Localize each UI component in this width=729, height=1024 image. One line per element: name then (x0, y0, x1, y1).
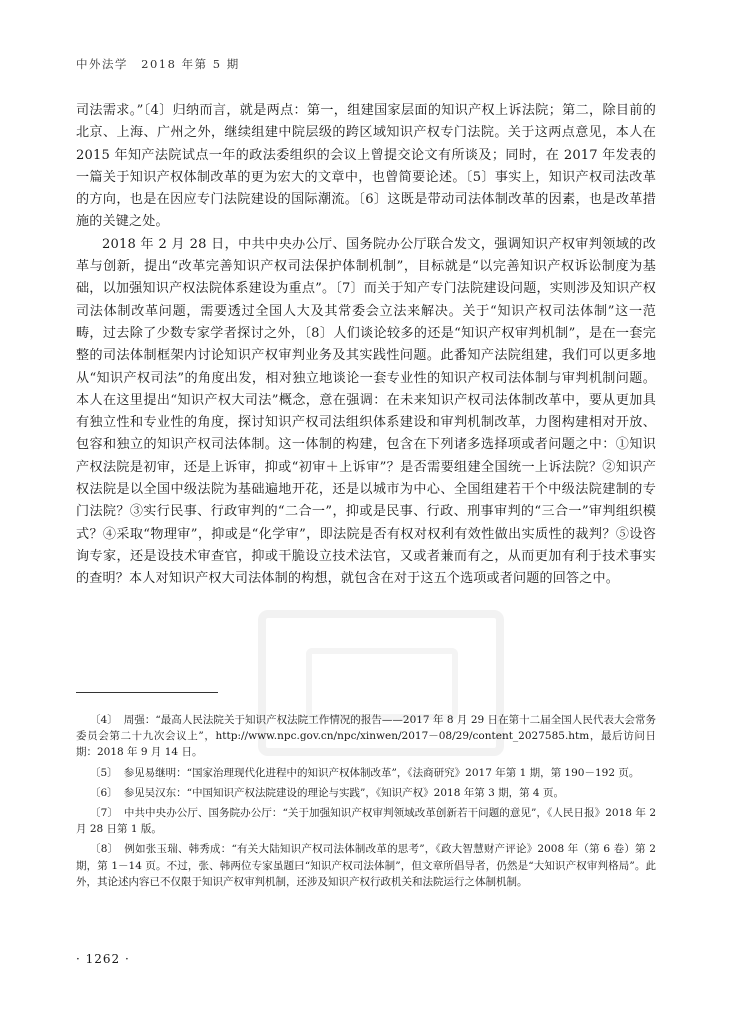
footnote-text: 参见吴汉东：“中国知识产权法院建设的理论与实践”，《知识产权》2018 年第 3 期，第 4 页。 (123, 786, 564, 799)
journal-name: 中外法学 (76, 57, 128, 71)
footnotes (76, 712, 656, 894)
footnote-number: 〔4〕 (90, 714, 118, 726)
footnote-number: 〔8〕 (90, 843, 119, 856)
footnote (76, 841, 656, 890)
footnote (76, 805, 656, 837)
issue-label: 2018 年第 5 期 (141, 57, 240, 71)
main-text (76, 100, 656, 591)
footnote-text: 中共中央办公厅、国务院办公厅：“关于加强知识产权审判领域改革创新若干问题的意见”，《人民日报》2018 年 2 月 28 日第 1 版。 (76, 807, 657, 836)
footnote (76, 785, 656, 801)
footnote-text: 参见易继明：“国家治理现代化进程中的知识产权体制改革”，《法商研究》2017 年第 1 期，第 190－192 页。 (123, 766, 640, 779)
page-number: · 1262 · (76, 952, 130, 966)
paragraph: 2018 年 2 月 28 日，中共中央办公厅、国务院办公厅联合发文，强调知识产权审判领域的改革与创新，提出“改革完善知识产权司法保护体制机制”，目标就是“以完善知识产权诉讼制度为基础，以加强知识产权法院体系建设为重点”。〔7〕而关于知产专门法院建设问题，实则涉及知识产权司法体制改革问题，需要透过全国人大及其常委会立法来解决。关于“知识产权司法体制”这一范畴，过去除了少数专家学者探讨之外，〔8〕人们谈论较多的还是“知识产权审判机制”，是在一套完整的司法体制框架内讨论知识产权审判业务及其实践性问题。此番知产法院组建，我们可以更多地从“知识产权司法”的角度出发，相对独立地谈论一套专业性的知识产权司法体制与审判机制问题。本人在这里提出“知识产权大司法”概念，意在强调：在未来知识产权司法体制改革中，要从更加具有独立性和专业性的角度，探讨知识产权司法组织体系建设和审判机制改革，力图构建相对开放、包容和独立的知识产权司法体制。这一体制的构建，包含在下列诸多选择项或者问题之中：①知识产权法院是初审，还是上诉审，抑或“初审＋上诉审”？是否需要组建全国统一上诉法院？②知识产权法院是以全国中级法院为基础遍地开花，还是以城市为中心、全国组建若干个中级法院建制的专门法院？③实行民事、行政审判的“二合一”，抑或是民事、行政、刑事审判的“三合一”审判组织模式？④采取“物理审”，抑或是“化学审”，即法院是否有权对权利有效性做出实质性的裁判？⑤设咨询专家，还是设技术审查官，抑或干脆设立技术法官，又或者兼而有之，从而更加有利于技术事实的查明？本人对知识产权大司法体制的构想，就包含在对于这五个选项或者问题的回答之中。 (76, 236, 656, 587)
footnote (76, 765, 656, 781)
footnote (76, 712, 656, 761)
paragraph-continued: 司法需求。”〔4〕归纳而言，就是两点：第一，组建国家层面的知识产权上诉法院；第二，除目前的北京、上海、广州之外，继续组建中院层级的跨区域知识产权专门法院。关于这两点意见，本人在 2015 年知产法院试点一年的政法委组织的会议上曾提交论文有所谈及；同时，在 2017 年发表的一篇关于知识产权体制改革的更为宏大的文章中，也曾简要论述。〔5〕事实上，知识产权司法改革的方向，也是在因应专门法院建设的国际潮流。〔6〕这既是带动司法体制改革的因素，也是改革措施的关键之处。 (76, 103, 656, 230)
running-header (76, 56, 248, 72)
footnote-number: 〔5〕 (90, 766, 118, 779)
footnote-text: 周强：“最高人民法院关于知识产权法院工作情况的报告——2017 年 8 月 29 日在第十二届全国人民代表大会常务委员会第二十九次会议上”，http://www.npc.gov.cn/npc/xinwen/2017－08/29/content_2027585.htm，最后访问日期：2018 年 9 月 14 日。 (76, 714, 656, 759)
footnote-number: 〔6〕 (90, 786, 118, 799)
footnote-text: 例如张玉瑞、韩秀成：“有关大陆知识产权司法体制改革的思考”，《政大智慧财产评论》2008 年（第 6 卷）第 2 期，第 1－14 页。不过，张、韩两位专家虽题曰“知识产权司法体制”，但文章所倡导者，仍然是“大知识产权审判格局”。此外，其论述内容已不仅限于知识产权审判机制，还涉及知识产权行政机关和法院运行之体制机制。 (76, 843, 656, 888)
footnote-number: 〔7〕 (90, 807, 118, 820)
footnote-divider (76, 692, 218, 693)
